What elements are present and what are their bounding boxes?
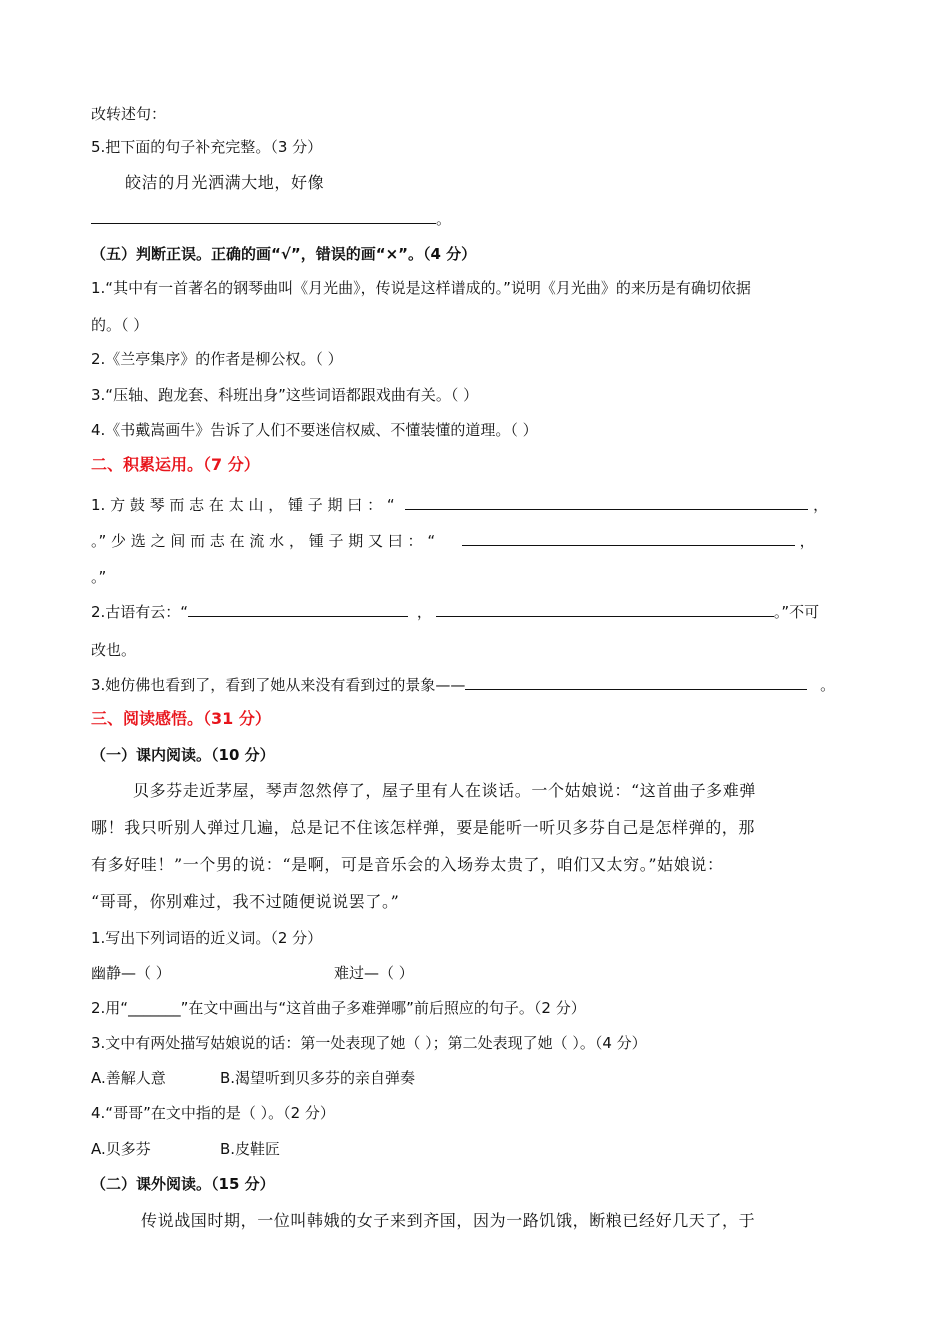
judge-q1-cont: 的。（ ） — [91, 316, 149, 334]
reading-2-heading: （二）课外阅读。（15 分） — [91, 1175, 275, 1193]
answer-blank[interactable] — [188, 602, 408, 617]
question-5-prompt: 皎洁的月光洒满大地，好像 — [125, 173, 325, 192]
judge-q4: 4.《书戴嵩画牛》告诉了人们不要迷信权威、不懂装懂的道理。（ ） — [91, 421, 538, 439]
passage-line-1: 贝多芬走近茅屋，琴声忽然停了，屋子里有人在谈话。一个姑娘说：“这首曲子多难弹 — [133, 781, 756, 800]
judge-q2: 2.《兰亭集序》的作者是柳公权。（ ） — [91, 350, 343, 368]
section-judge-heading: （五）判断正误。正确的画“√”，错误的画“×”。（4 分） — [91, 245, 477, 263]
reported-speech-line: 改转述句： — [91, 105, 167, 123]
q4-option-b: B.皮鞋匠 — [220, 1140, 281, 1158]
sec2-q1-line2 — [91, 531, 815, 551]
comma: ， — [416, 603, 432, 621]
reading-q2: 2.用“_______”在文中画出与“这首曲子多难弹哪”前后照应的句子。（2 分） — [91, 999, 586, 1017]
reading-2-passage: 传说战国时期，一位叫韩娥的女子来到齐国，因为一路饥饿，断粮已经好几天了，于 — [141, 1211, 756, 1230]
q3-option-a: A.善解人意 — [91, 1069, 166, 1087]
judge-q1: 1.“其中有一首著名的钢琴曲叫《月光曲》，传说是这样谱成的。”说明《月光曲》的来历是有确切依据 — [91, 279, 751, 297]
sec2-q1-line3: 。” — [91, 568, 107, 586]
classical-text: 1. 方 鼓 琴 而 志 在 太 山 ， 锺 子 期 曰 ： “ — [91, 496, 395, 514]
section-2-heading: 二、积累运用。（7 分） — [91, 455, 260, 474]
answer-blank[interactable] — [462, 531, 795, 546]
question-5: 5.把下面的句子补充完整。（3 分） — [91, 138, 323, 156]
reading-q1: 1.写出下列词语的近义词。（2 分） — [91, 929, 323, 947]
sec2-q2 — [91, 602, 819, 622]
sec2-q3 — [91, 675, 835, 695]
comma: ， — [813, 496, 829, 514]
synonym-item-2: 难过—（ ） — [334, 964, 414, 982]
passage-line-4: “哥哥，你别难过，我不过随便说说罢了。” — [91, 892, 400, 911]
passage-line-3: 有多好哇！”一个男的说：“是啊，可是音乐会的入场券太贵了，咱们又太穷。”姑娘说： — [91, 855, 724, 874]
reading-q4: 4.“哥哥”在文中指的是（ ）。（2 分） — [91, 1104, 335, 1122]
comma: ， — [799, 532, 815, 550]
answer-blank[interactable] — [91, 209, 436, 224]
section-3-heading: 三、阅读感悟。（31 分） — [91, 709, 271, 728]
passage-line-2: 哪！我只听别人弹过几遍，总是记不住该怎样弹，要是能听一听贝多芬自己是怎样弹的，那 — [91, 818, 756, 837]
reading-q3: 3.文中有两处描写姑娘说的话：第一处表现了她（ ）；第二处表现了她（ ）。（4 分） — [91, 1034, 647, 1052]
answer-blank[interactable] — [436, 602, 774, 617]
answer-blank[interactable] — [405, 495, 808, 510]
q3-text: 3.她仿佛也看到了，看到了她从来没有看到过的景象—— — [91, 676, 466, 694]
proverb-prefix: 2.古语有云：“ — [91, 603, 189, 621]
sec2-q1-line1 — [91, 495, 828, 515]
sec2-q2-cont: 改也。 — [91, 641, 137, 659]
reading-1-heading: （一）课内阅读。（10 分） — [91, 746, 275, 764]
q4-option-a: A.贝多芬 — [91, 1140, 151, 1158]
synonym-item-1: 幽静—（ ） — [91, 964, 171, 982]
proverb-suffix: 。”不可 — [773, 603, 820, 621]
judge-q3: 3.“压轴、跑龙套、科班出身”这些词语都跟戏曲有关。（ ） — [91, 386, 479, 404]
answer-blank[interactable] — [465, 675, 807, 690]
period: 。 — [436, 210, 452, 228]
classical-text: 。” 少 选 之 间 而 志 在 流 水 ， 锺 子 期 又 曰 ： “ — [91, 532, 436, 550]
question-5-answer — [91, 209, 451, 229]
q3-option-b: B.渴望听到贝多芬的亲自弹奏 — [220, 1069, 416, 1087]
period: 。 — [820, 676, 836, 694]
